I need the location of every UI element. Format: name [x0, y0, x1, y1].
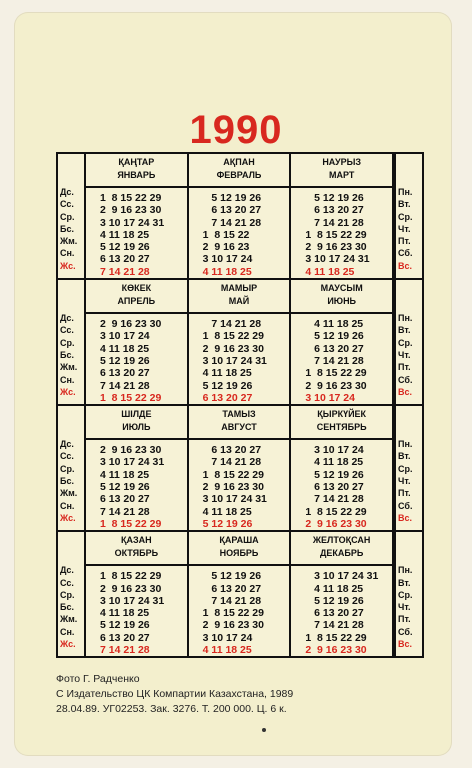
- month-name-kz: КӨКЕК: [121, 283, 152, 294]
- weekday-dates: 3 10 17 24 31: [305, 570, 379, 583]
- weekday-label: Чт.: [398, 476, 411, 487]
- sunday-dates: 2 9 16 23 30: [305, 517, 367, 530]
- month-name-kz: НАУРЫЗ: [322, 157, 362, 167]
- weekday-dates: 2 9 16 23 30: [202, 481, 264, 494]
- sunday-dates: 7 14 21 28: [100, 265, 150, 278]
- weekday-dates: 5 12 19 26: [100, 619, 150, 632]
- month-block: [291, 280, 394, 404]
- weekday-dates: 7 14 21 28: [305, 354, 364, 367]
- weekday-label: Вт.: [398, 577, 411, 588]
- weekday-dates: 5 12 19 26: [100, 354, 150, 367]
- weekday-dates: 6 13 20 27: [100, 631, 150, 644]
- weekday-column-right: [394, 406, 422, 530]
- month-block: [189, 154, 292, 278]
- weekday-dates: 3 10 17 24 31: [305, 253, 370, 266]
- weekday-label: Пт.: [398, 488, 411, 499]
- month-name-ru: ИЮЛЬ: [122, 422, 151, 433]
- weekday-label: Пн.: [398, 565, 413, 576]
- quarter-row: [58, 532, 422, 656]
- weekday-dates: 2 9 16 23 30: [305, 379, 367, 392]
- weekday-dates: 4 11 18 25: [305, 318, 364, 331]
- weekday-dates: 5 12 19 26: [202, 570, 262, 583]
- weekday-dates: 6 13 20 27: [202, 582, 262, 595]
- month-name-ru: ОКТЯБРЬ: [114, 548, 159, 559]
- weekday-dates: 6 13 20 27: [100, 253, 150, 266]
- weekday-dates: 7 14 21 28: [305, 619, 364, 632]
- sunday-dates: 1 8 15 22 29: [100, 391, 162, 404]
- weekday-dates: 2 9 16 23 30: [100, 582, 162, 595]
- weekday-label: Вт.: [398, 451, 411, 462]
- weekday-label: Бс.: [60, 476, 74, 487]
- weekday-dates: 7 14 21 28: [100, 379, 150, 392]
- weekday-dates: 5 12 19 26: [305, 192, 364, 204]
- weekday-label: Пт.: [398, 614, 411, 625]
- weekday-dates: 2 9 16 23 30: [100, 204, 162, 217]
- weekday-dates: 2 9 16 23 30: [305, 241, 367, 254]
- sunday-dates: 4 11 18 25: [305, 265, 355, 278]
- weekday-dates: 7 14 21 28: [202, 456, 262, 469]
- weekday-label: Жм.: [60, 236, 78, 247]
- weekday-label: Жс.: [60, 386, 76, 397]
- weekday-label: Сс.: [60, 451, 74, 462]
- weekday-label: Чт.: [398, 223, 411, 234]
- weekday-dates: 4 11 18 25: [305, 456, 364, 469]
- weekday-label: Пн.: [398, 313, 413, 324]
- weekday-dates: 7 14 21 28: [305, 493, 364, 506]
- weekday-dates: 2 9 16 23 30: [100, 444, 162, 457]
- month-name-kz: ШІЛДЕ: [121, 409, 152, 420]
- weekday-label: Сб.: [398, 626, 413, 637]
- month-name-ru: МАЙ: [228, 296, 250, 307]
- sunday-dates: 1 8 15 22 29: [100, 517, 162, 530]
- month-name-kz: ҚАҢТАР: [118, 157, 155, 167]
- weekday-label: Вс.: [398, 260, 413, 271]
- weekday-dates: 6 13 20 27: [305, 607, 364, 620]
- weekday-dates: 1 8 15 22 29: [202, 607, 264, 620]
- weekday-label: Сс.: [60, 199, 74, 210]
- weekday-label: Жс.: [60, 512, 76, 523]
- weekday-label: Пн.: [398, 187, 413, 197]
- weekday-label: Дс.: [60, 565, 74, 576]
- weekday-label: Ср.: [398, 337, 413, 348]
- weekday-label: Чт.: [398, 602, 411, 613]
- weekday-dates: 4 11 18 25: [100, 342, 150, 355]
- month-header: [189, 532, 290, 566]
- month-name-kz: АҚПАН: [223, 157, 255, 167]
- month-block: [291, 532, 394, 656]
- sunday-dates: 6 13 20 27: [202, 391, 253, 404]
- weekday-label: Бс.: [60, 349, 74, 360]
- quarter-row: [58, 154, 422, 280]
- weekday-label: Жм.: [60, 614, 78, 625]
- weekday-dates: 6 13 20 27: [305, 342, 364, 355]
- weekday-dates: 1 8 15 22 29: [100, 570, 162, 583]
- sunday-dates: 4 11 18 25: [202, 644, 252, 657]
- weekday-column-left: [58, 532, 86, 656]
- weekday-label: Дс.: [60, 187, 74, 197]
- month-name-ru: ДЕКАБРЬ: [320, 548, 364, 559]
- month-block: [291, 406, 394, 530]
- dot-mark: [262, 728, 266, 732]
- month-block: [291, 154, 394, 278]
- weekday-dates: 3 10 17 24: [202, 631, 253, 644]
- weekday-dates: 4 11 18 25: [202, 367, 252, 380]
- photo-credit: Фото Г. Радченко: [56, 673, 140, 685]
- weekday-dates: 6 13 20 27: [202, 444, 262, 457]
- quarter-row: [58, 280, 422, 406]
- month-header: [189, 154, 290, 188]
- month-name-kz: МАМЫР: [220, 283, 258, 294]
- weekday-dates: 1 8 15 22 29: [305, 505, 367, 518]
- weekday-dates: 7 14 21 28: [202, 216, 262, 229]
- weekday-dates: 7 14 21 28: [100, 505, 150, 518]
- weekday-column-right: [394, 532, 422, 656]
- weekday-label: Сс.: [60, 325, 74, 336]
- month-header: [189, 406, 290, 440]
- weekday-label: Сб.: [398, 500, 413, 511]
- weekday-label: Ср.: [398, 463, 413, 474]
- month-name-ru: СЕНТЯБРЬ: [316, 422, 367, 433]
- month-name-kz: ҚАЗАН: [121, 535, 152, 546]
- weekday-dates: 2 9 16 23 30: [202, 619, 264, 632]
- weekday-dates: 1 8 15 22 29: [305, 367, 367, 380]
- sunday-dates: 3 10 17 24: [305, 391, 355, 404]
- weekday-dates: 2 9 16 23 30: [202, 342, 264, 355]
- weekday-dates: 3 10 17 24 31: [202, 493, 267, 506]
- calendar-grid: [56, 152, 424, 658]
- weekday-label: Сн.: [60, 374, 75, 385]
- month-name-ru: АВГУСТ: [221, 422, 257, 433]
- weekday-dates: 6 13 20 27: [305, 204, 364, 217]
- weekday-dates: 1 8 15 22: [202, 228, 250, 241]
- weekday-dates: 6 13 20 27: [202, 204, 262, 217]
- weekday-label: Дс.: [60, 313, 74, 324]
- weekday-label: Ср.: [60, 211, 75, 222]
- month-block: [189, 280, 292, 404]
- weekday-label: Сн.: [60, 248, 75, 259]
- weekday-label: Ср.: [398, 589, 413, 600]
- month-name-ru: ЯНВАРЬ: [117, 170, 156, 180]
- month-name-ru: НОЯБРЬ: [219, 548, 259, 559]
- weekday-label: Сб.: [398, 248, 413, 259]
- weekday-dates: 1 8 15 22 29: [202, 330, 264, 343]
- year-title: 1990: [189, 108, 283, 152]
- weekday-label: Сн.: [60, 626, 75, 637]
- month-block: [86, 532, 189, 656]
- weekday-label: Бс.: [60, 602, 74, 613]
- weekday-dates: 3 10 17 24: [202, 253, 253, 266]
- weekday-dates: 5 12 19 26: [202, 379, 253, 392]
- month-block: [86, 154, 189, 278]
- month-header: [189, 280, 290, 314]
- month-name-ru: АПРЕЛЬ: [117, 296, 156, 307]
- month-block: [189, 532, 292, 656]
- sunday-dates: 5 12 19 26: [202, 517, 253, 530]
- month-header: [86, 406, 187, 440]
- weekday-label: Ср.: [60, 337, 75, 348]
- weekday-dates: 2 9 16 23 30: [100, 318, 162, 331]
- weekday-dates: 1 8 15 22 29: [305, 228, 367, 241]
- weekday-label: Сс.: [60, 577, 74, 588]
- month-name-kz: ТАМЫЗ: [222, 409, 256, 420]
- month-header: [291, 406, 392, 440]
- weekday-dates: 2 9 16 23: [202, 241, 250, 254]
- sunday-dates: 4 11 18 25: [202, 265, 252, 278]
- weekday-dates: 4 11 18 25: [305, 582, 364, 595]
- month-header: [86, 154, 187, 188]
- month-name-kz: ҚАРАША: [219, 535, 259, 546]
- weekday-dates: 3 10 17 24: [100, 330, 150, 343]
- weekday-label: Вт.: [398, 325, 411, 336]
- month-header: [86, 532, 187, 566]
- weekday-dates: 3 10 17 24 31: [100, 594, 165, 607]
- weekday-dates: 5 12 19 26: [305, 594, 364, 607]
- weekday-column-left: [58, 406, 86, 530]
- weekday-label: Вт.: [398, 199, 411, 210]
- weekday-label: Дс.: [60, 439, 74, 450]
- weekday-dates: 3 10 17 24 31: [100, 456, 165, 469]
- footer: [56, 672, 293, 717]
- weekday-label: Ср.: [398, 211, 413, 222]
- weekday-label: Сн.: [60, 500, 75, 511]
- weekday-dates: 1 8 15 22 29: [305, 631, 367, 644]
- sunday-dates: 2 9 16 23 30: [305, 644, 367, 657]
- weekday-label: Пн.: [398, 439, 413, 450]
- print-info: 28.04.89. УГ02253. Зак. 3276. Т. 200 000. Ц. 6 к.: [56, 703, 287, 715]
- month-name-ru: МАРТ: [328, 170, 355, 180]
- weekday-label: Жс.: [60, 260, 76, 271]
- weekday-dates: 4 11 18 25: [202, 505, 252, 518]
- weekday-column-right: [394, 280, 422, 404]
- weekday-dates: 7 14 21 28: [305, 216, 364, 229]
- weekday-dates: 5 12 19 26: [202, 192, 262, 204]
- month-name-kz: ҚЫРКҮЙЕК: [317, 409, 367, 420]
- weekday-dates: 6 13 20 27: [100, 493, 150, 506]
- weekday-dates: 6 13 20 27: [100, 367, 150, 380]
- month-name-ru: ФЕВРАЛЬ: [216, 170, 262, 180]
- weekday-label: Пт.: [398, 362, 411, 373]
- weekday-dates: 5 12 19 26: [305, 468, 364, 481]
- weekday-label: Жм.: [60, 488, 78, 499]
- weekday-label: Жс.: [60, 639, 76, 650]
- weekday-label: Ср.: [60, 589, 75, 600]
- weekday-dates: 5 12 19 26: [305, 330, 364, 343]
- weekday-column-right: [394, 154, 422, 278]
- weekday-label: Чт.: [398, 349, 411, 360]
- weekday-column-left: [58, 154, 86, 278]
- month-header: [291, 280, 392, 314]
- month-header: [291, 154, 392, 188]
- weekday-dates: 7 14 21 28: [202, 318, 262, 331]
- month-block: [86, 406, 189, 530]
- weekday-dates: 1 8 15 22 29: [202, 468, 264, 481]
- weekday-label: Ср.: [60, 463, 75, 474]
- weekday-dates: 3 10 17 24 31: [100, 216, 165, 229]
- weekday-label: Бс.: [60, 223, 74, 234]
- month-block: [86, 280, 189, 404]
- month-header: [86, 280, 187, 314]
- weekday-dates: 4 11 18 25: [100, 468, 150, 481]
- weekday-column-left: [58, 280, 86, 404]
- weekday-label: Пт.: [398, 236, 411, 247]
- month-header: [291, 532, 392, 566]
- quarter-row: [58, 406, 422, 532]
- weekday-dates: 6 13 20 27: [305, 481, 364, 494]
- weekday-label: Вс.: [398, 512, 413, 523]
- sunday-dates: 7 14 21 28: [100, 644, 150, 657]
- weekday-dates: 1 8 15 22 29: [100, 192, 162, 204]
- weekday-dates: 4 11 18 25: [100, 228, 150, 241]
- weekday-label: Вс.: [398, 386, 413, 397]
- weekday-label: Вс.: [398, 639, 413, 650]
- weekday-dates: 5 12 19 26: [100, 241, 150, 254]
- weekday-label: Сб.: [398, 374, 413, 385]
- month-block: [189, 406, 292, 530]
- publisher-line: С Издательство ЦК Компартии Казахстана, 1989: [56, 688, 294, 700]
- month-name-kz: ЖЕЛТОҚСАН: [312, 535, 371, 546]
- month-name-kz: МАУСЫМ: [320, 283, 363, 294]
- weekday-dates: 4 11 18 25: [100, 607, 150, 620]
- weekday-dates: 3 10 17 24 31: [202, 354, 267, 367]
- weekday-dates: 3 10 17 24: [305, 444, 364, 457]
- weekday-dates: 7 14 21 28: [202, 594, 262, 607]
- weekday-dates: 5 12 19 26: [100, 481, 150, 494]
- month-name-ru: ИЮНЬ: [327, 296, 357, 307]
- weekday-label: Жм.: [60, 362, 78, 373]
